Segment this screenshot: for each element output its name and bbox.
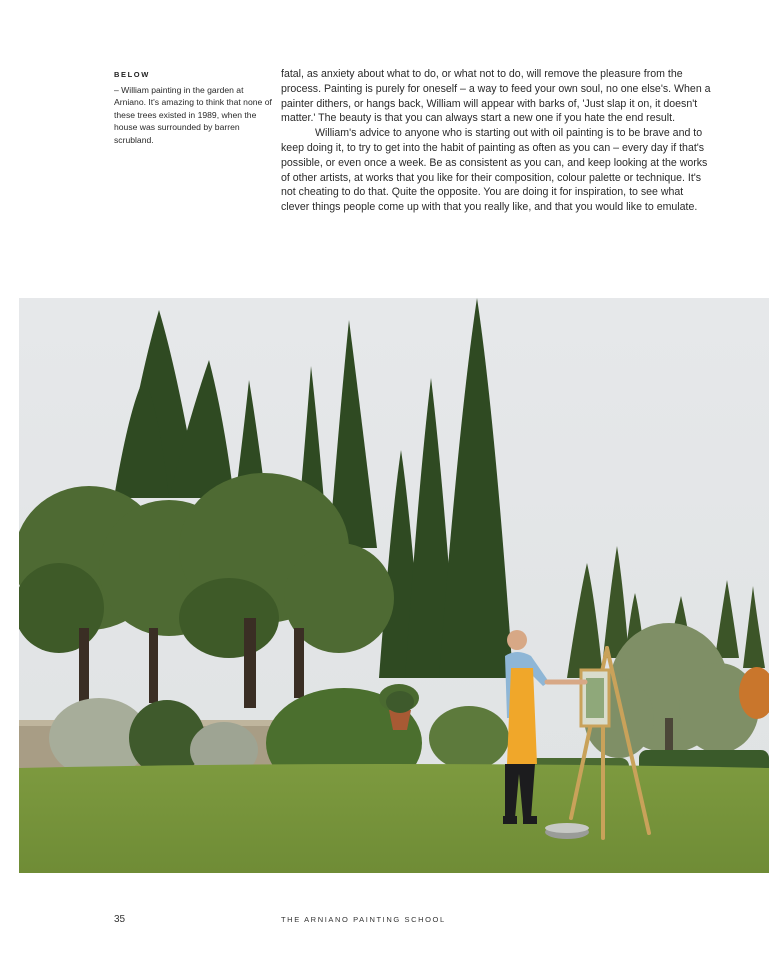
body-text bbox=[281, 67, 711, 215]
page-number: 35 bbox=[114, 914, 126, 925]
body-paragraph-2: William's advice to anyone who is starting out with oil painting is to be brave and to keep doing it, to try to get into the habit of painting as often as you can – every day if that's possible, or even once a week. Be as consistent as you can, and keep looking at the works of other artists, at works that you like for their composition, colour palette or technique. It's not cheating to do that. Quite the opposite. You are doing it for inspiration, to see what clever things people come up with that you really like, and that you would like to emulate. bbox=[281, 127, 708, 214]
running-head: THE ARNIANO PAINTING SCHOOL bbox=[281, 915, 446, 924]
caption-text: – William painting in the garden at Arniano. It's amazing to think that none of these trees existed in 1989, when the house was surrounded by barren scrubland. bbox=[114, 85, 272, 145]
caption-label: BELOW bbox=[114, 70, 150, 79]
garden-photo bbox=[19, 298, 769, 873]
body-paragraph-1: fatal, as anxiety about what to do, or what not to do, will remove the pleasure from the process. Painting is purely for oneself – a way to feed your own soul, no one else's. When a painter dithers, or hangs back, William will appear with barks of, 'Just slap it on, it doesn't matter.' The beauty is that you can always start a new one if you hate the end result. bbox=[281, 68, 711, 125]
photo-caption bbox=[114, 70, 274, 146]
